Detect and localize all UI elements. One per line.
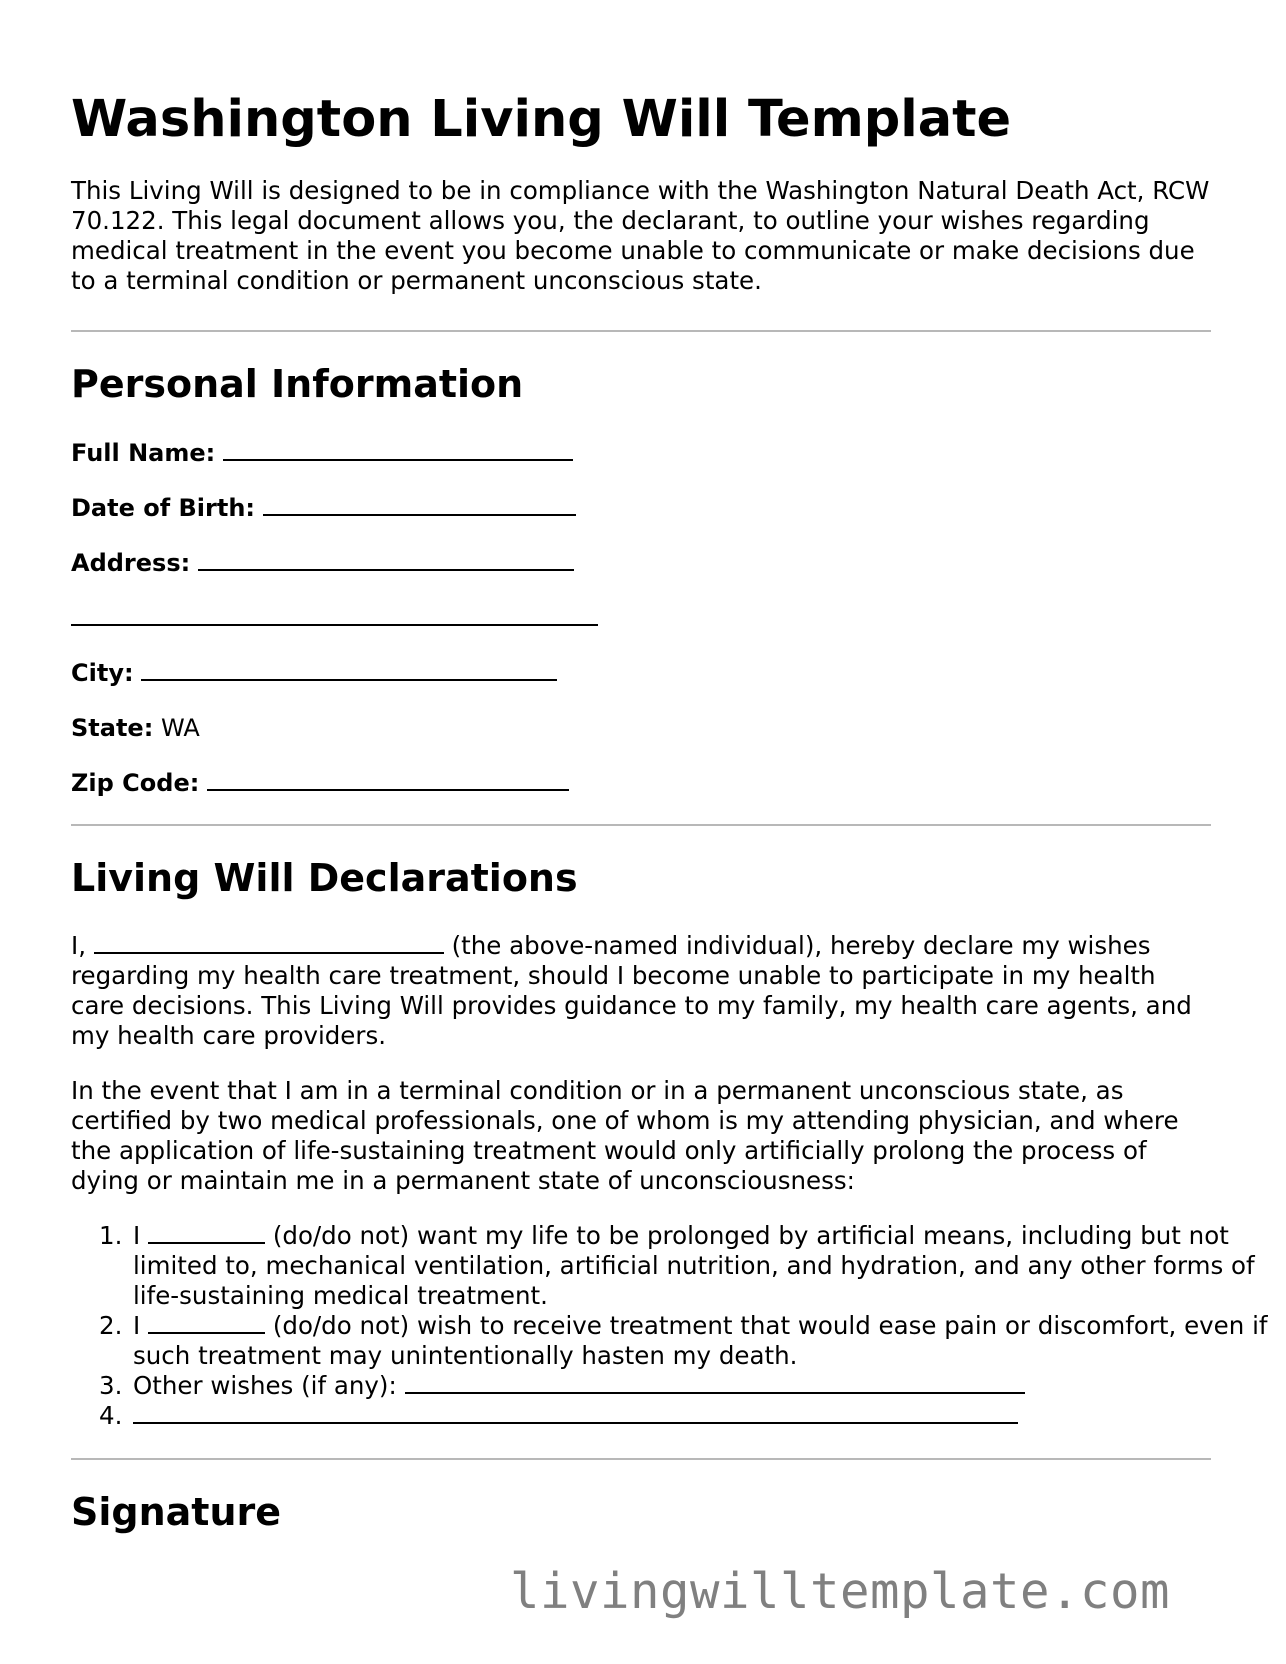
declaration-paragraph-1 [71,931,1211,1051]
full-name-label: Full Name: [71,439,216,467]
address-blank[interactable] [198,549,574,571]
date-of-birth-label: Date of Birth: [71,494,256,522]
declarant-name-blank[interactable] [94,932,444,954]
list-prefix: I [133,1221,141,1250]
intro-paragraph: This Living Will is designed to be in compliance with the Washington Natural Death Act, RCW 70.122. This legal document allows you, the declarant, to outline your wishes regarding medical treatment in the event you become unable to communicate or make decisions due to a terminal condition or permanent unconscious state. [71,176,1210,295]
address-line-2-blank[interactable] [71,604,598,626]
list-text: (do/do not) want my life to be prolonged by artificial means, including but not limited to, mechanical ventilation, artificial nutrition, and hydration, and any other forms of life-sustaining medical treatment. [133,1221,1255,1310]
city-blank[interactable] [141,659,557,681]
zip-code-field [71,767,569,799]
state-field [71,712,200,744]
zip-code-blank[interactable] [207,769,569,791]
list-number: 1. [99,1221,123,1250]
address-label: Address: [71,549,191,577]
list-text: (do/do not) wish to receive treatment that would ease pain or discomfort, even if such treatment may unintentionally hasten my death. [133,1311,1268,1370]
state-label: State: [71,714,154,742]
state-value: WA [160,714,200,742]
other-wishes-blank[interactable] [405,1372,1025,1394]
do-do-not-blank[interactable] [148,1222,265,1244]
declaration-paragraph-2: In the event that I am in a terminal condition or in a permanent unconscious state, as certified by two medical professionals, one of whom is my attending physician, and where the application of life-sustaining treatment would only artificially prolong the process of dying or maintain me in a permanent state of unconsciousness: [71,1076,1179,1195]
city-field [71,657,557,689]
address-field [71,547,574,579]
list-text: Other wishes (if any): [133,1371,397,1400]
list-item [99,1311,1273,1371]
watermark: livingwilltemplate.com [509,1563,1170,1620]
full-name-blank[interactable] [223,439,573,461]
declaration-text: (the above-named individual), hereby declare my wishes regarding my health care treatment, should I become unable to participate in my health care decisions. This Living Will provides guidance to my family, my health care agents, and my health care providers. [71,931,1192,1050]
list-number: 3. [99,1371,123,1400]
list-number: 2. [99,1311,123,1340]
declaration-list [71,1221,1273,1431]
divider [71,330,1211,332]
date-of-birth-field [71,492,576,524]
divider [71,824,1211,826]
date-of-birth-blank[interactable] [263,494,576,516]
signature-heading: Signature [71,1490,282,1534]
divider [71,1458,1211,1460]
list-item [99,1401,1273,1431]
list-item [99,1221,1273,1311]
list-prefix: I [133,1311,141,1340]
do-do-not-blank[interactable] [148,1312,265,1334]
full-name-field [71,437,573,469]
list-number: 4. [99,1401,123,1430]
zip-code-label: Zip Code: [71,769,200,797]
list-item [99,1371,1273,1401]
page-title: Washington Living Will Template [71,90,1012,149]
declaration-prefix: I, [71,931,87,960]
address-line-2-field [71,602,598,634]
living-will-declarations-heading: Living Will Declarations [71,856,578,900]
personal-information-heading: Personal Information [71,362,524,406]
city-label: City: [71,659,134,687]
additional-wishes-blank[interactable] [133,1402,1018,1424]
